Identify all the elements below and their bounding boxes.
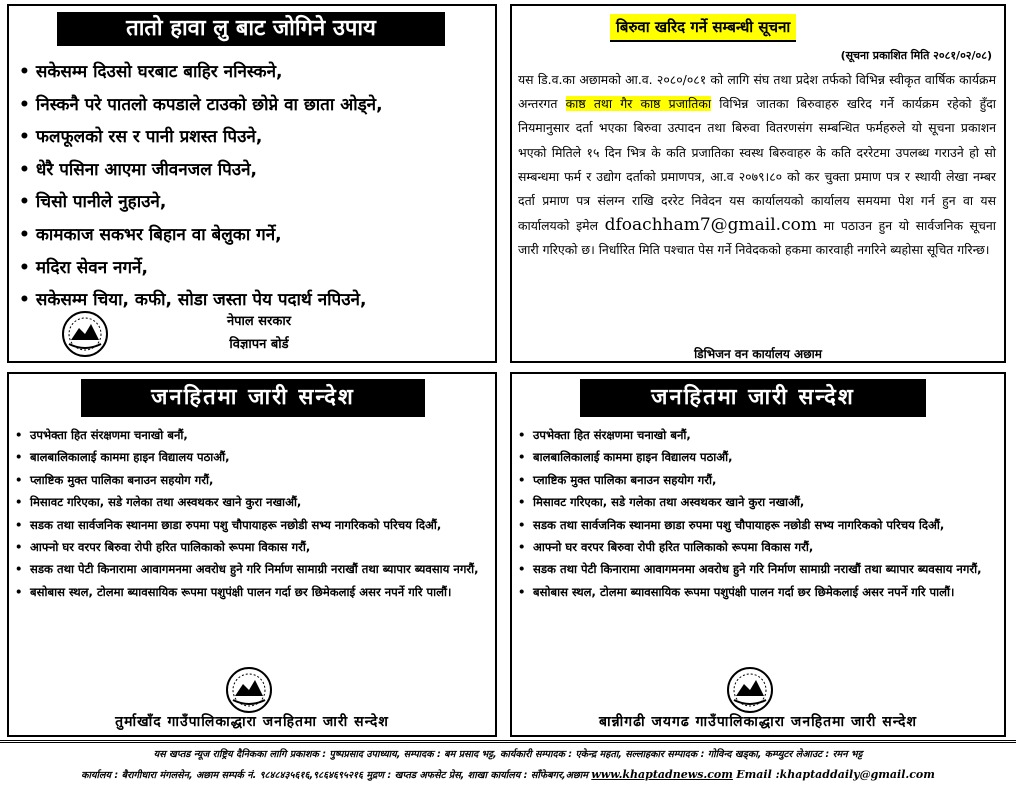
heat-wave-notice [7,4,497,363]
list-item: • आफ्नो घर वरपर बिरुवा रोपी हरित पालिकाको रूपमा विकास गरौं, [516,536,994,558]
list-item: • आफ्नो घर वरपर बिरुवा रोपी हरित पालिकाको रूपमा विकास गरौं, [13,536,491,558]
list-item: • निस्कनै परे पातलो कपडाले टाउको छोप्ने वा छाता ओड्ने, [19,89,383,122]
heat-wave-title: तातो हावा लु बाट जोगिने उपाय [57,12,445,46]
municipality-emblem-icon [726,666,774,714]
list-item: • धेरै पसिना आएमा जीवनजल पिउने, [19,154,383,187]
list-item: • सडक तथा पेटी किनारामा आवागमनमा अवरोध हुने गरि निर्माण सामाग्री नराखौं तथा ब्यापार ब्यवसाय नगरौं, [516,558,994,580]
heat-wave-tips-list [19,56,383,317]
list-item: • बालबालिकालाई काममा हाइन विद्यालय पठाऔं, [516,446,994,468]
issuer-line-2: विज्ञापन बोर्ड [229,337,289,352]
list-item: • सकेसम्म दिउसो घरबाट बाहिर ननिस्कने, [19,56,383,89]
list-item: • प्लाष्टिक मुक्त पालिका बनाउन सहयोग गरौं, [13,469,491,491]
public-message-list [13,424,491,603]
imprint-email: Email :khaptaddaily@gmail.com [736,768,935,781]
list-item: • बालबालिकालाई काममा हाइन विद्यालय पठाऔं, [13,446,491,468]
public-message-right [510,372,1006,737]
body-text: यस डि.व.का अछामको आ.व. २०८०/०८१ को लागि संघ तथा प्रदेश तर्फको विभिन्न स्वीकृत वार्षिक कार्यक्रम अन्तरगत [518,72,996,112]
public-message-signature: बान्नीगढी जयगढ गाउँपालिकाद्धारा जनहितमा जारी सन्देश [599,714,917,730]
public-message-title: जनहितमा जारी सन्देश [81,379,425,417]
list-item: • प्लाष्टिक मुक्त पालिका बनाउन सहयोग गरौं, [516,469,994,491]
list-item: • उपभेक्ता हित संरक्षणमा चनाखो बनौं, [13,424,491,446]
publication-date: (सूचना प्रकाशित मिति २०८१/०२/०८) [840,49,992,62]
public-message-list [516,424,994,603]
list-item: • सडक तथा सार्वजनिक स्थानमा छाडा रुपमा पशु चौपायाहरू नछोडी सभ्य नागरिकको परिचय दिऔं, [13,514,491,536]
imprint-contact [0,768,1016,781]
list-item: • मदिरा सेवन नगर्ने, [19,252,383,285]
notice-body [518,68,996,263]
sapling-purchase-notice [510,4,1006,363]
notice-signature: डिभिजन वन कार्यालय अछाम [694,347,822,361]
public-message-signature: तुर्माखाँद गाउँपालिकाद्धारा जनहितमा जारी सन्देश [115,714,389,730]
list-item: • बसोबास स्थल, टोलमा ब्यावसायिक रूपमा पशुपंक्षी पालन गर्दा छर छिमेकलाई असर नपर्ने गरि पालौं। [516,581,994,603]
highlighted-text: काष्ठ तथा गैर काष्ठ प्रजातिका [565,96,712,112]
newspaper-imprint [0,740,1016,781]
list-item: • बसोबास स्थल, टोलमा ब्यावसायिक रूपमा पशुपंक्षी पालन गर्दा छर छिमेकलाई असर नपर्ने गरि पालौं। [13,581,491,603]
public-message-title: जनहितमा जारी सन्देश [580,379,926,417]
public-message-left [7,372,497,737]
list-item: • मिसावट गरिएका, सडे गलेका तथा अस्वथकर खाने कुरा नखाऔं, [516,491,994,513]
contact-email: dfoachham7@gmail.com [604,215,817,236]
list-item: • चिसो पानीले नुहाउने, [19,186,383,219]
list-item: • मिसावट गरिएका, सडे गलेका तथा अस्वथकर खाने कुरा नखाऔं, [13,491,491,513]
issuer-line-1: नेपाल सरकार [226,314,292,329]
body-text: मा पठाउन हुन यो सार्वजनिक सूचना जारी गरिएको छ। निर्धारित मिति पश्चात पेस गर्ने निवेदकको हकमा कारवाही नगरिने ब्यहोसा सूचित गरिन्छ। [518,218,996,258]
list-item: • सकेसम्म चिया, कफी, सोडा जस्ता पेय पदार्थ नपिउने, [19,284,383,317]
issuer-signature [194,310,324,356]
list-item: • फलफूलको रस र पानी प्रशस्त पिउने, [19,121,383,154]
imprint-address: कार्यालय : बैरागीधारा मंगलसेन, अछाम सम्पर्क नं. ९८४८४३५६१६,९८६४६९५२१६ मुद्रण : खप्तड अफसेट प्रेस, शाखा कार्यालय : साँफेबगर,अछाम [81,770,588,781]
imprint-credits: यस खप्तड न्यूज राष्ट्रिय दैनिकका लागि प्रकाशक : पुष्पप्रसाद उपाध्याय, सम्पादक : बम प्रसाद भट्ट, कार्यकारी सम्पादक : एकेन्द्र महता, सल्लाहकार सम्पादक : गोविन्द खड्का, कम्प्युटर लेआउट : रमन भट्ट [153,749,863,760]
body-text: विभिन्न जातका बिरुवाहरु खरिद गर्ने कार्यक्रम रहेको हुँदा नियमानुसार दर्ता भएका बिरुवा उत्पादन तथा बिरुवा वितरणसंग सम्बन्धित फर्महरुले यो सूचना प्रकाशन भएको मितिले १५ दिन भित्र के कति प्रजातिका स्वस्थ बिरुवाहरु के कति दररेटमा उपलब्ध गराउने हो सो सम्बन्धमा फर्म र उद्योग दर्ताको प्रमाणपत्र, आ.व २०७९।८० को कर चुक्ता प्रमाण पत्र र स्थायी लेखा नम्बर दर्ता प्रमाण पत्र संलग्न राखि दररेट निवेदन यस कार्यालयको कार्यालय समयमा पेश गर्न हुन वा यस कार्यालयको इमेल [518,96,997,234]
list-item: • कामकाज सकभर बिहान वा बेलुका गर्ने, [19,219,383,252]
list-item: • उपभेक्ता हित संरक्षणमा चनाखो बनौं, [516,424,994,446]
sapling-notice-title: बिरुवा खरिद गर्ने सम्बन्धी सूचना [610,14,796,42]
website-link[interactable]: www.khaptadnews.com [591,768,733,781]
government-emblem-icon [61,310,109,358]
municipality-emblem-icon [225,666,273,714]
list-item: • सडक तथा पेटी किनारामा आवागमनमा अवरोध हुने गरि निर्माण सामाग्री नराखौं तथा ब्यापार ब्यवसाय नगरौं, [13,558,491,580]
list-item: • सडक तथा सार्वजनिक स्थानमा छाडा रुपमा पशु चौपायाहरू नछोडी सभ्य नागरिकको परिचय दिऔं, [516,514,994,536]
